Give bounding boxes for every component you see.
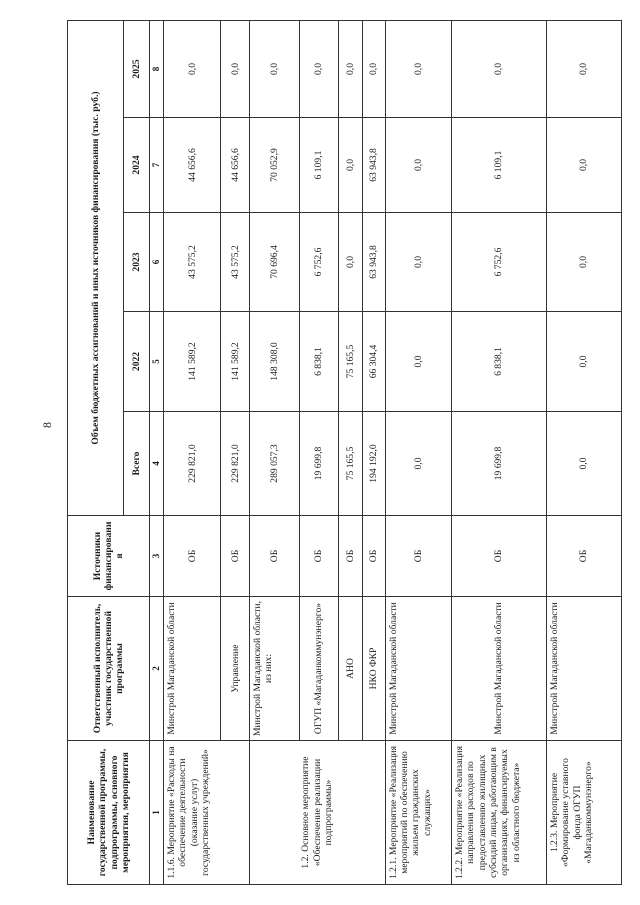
row-2025: 0,0 (451, 20, 546, 117)
row-2024: 63 943,8 (362, 118, 385, 213)
row-2025: 0,0 (339, 20, 362, 117)
row-2024: 6 109,1 (451, 118, 546, 213)
col-number-1: 1 (150, 741, 164, 885)
col-number-4: 4 (150, 412, 164, 516)
row-source: ОБ (385, 516, 451, 597)
row-2025: 0,0 (546, 20, 621, 117)
row-2023: 0,0 (339, 213, 362, 312)
row-2023: 0,0 (385, 213, 451, 312)
row-2024: 0,0 (385, 118, 451, 213)
header-name: Наименование государственной программы, подпрограммы, основного мероприятия, мероприятия (68, 741, 150, 885)
row-2024: 0,0 (339, 118, 362, 213)
row-source: ОБ (221, 516, 250, 597)
row-2023: 6 752,6 (451, 213, 546, 312)
header-responsible: Ответственный исполнитель, участник государственной программы (68, 597, 150, 741)
row-responsible: АНО (339, 597, 362, 741)
row-2022: 141 589,2 (164, 312, 221, 412)
row-2025: 0,0 (299, 20, 339, 117)
col-number-7: 7 (150, 118, 164, 213)
row-total: 0,0 (385, 412, 451, 516)
row-source: ОБ (299, 516, 339, 597)
header-total: Всего (124, 412, 150, 516)
table-row (164, 20, 221, 884)
row-responsible: ОГУП «Магаданкоммунэнерго» (299, 597, 339, 741)
row-responsible: Минстрой Магаданской области, из них: (250, 597, 300, 741)
row-2024: 70 052,9 (250, 118, 300, 213)
row-responsible: Минстрой Магаданской области (164, 597, 221, 741)
header-source: Источники финансирования (68, 516, 150, 597)
row-2025: 0,0 (250, 20, 300, 117)
row-2022: 141 589,2 (221, 312, 250, 412)
row-2022: 75 165,5 (339, 312, 362, 412)
row-source: ОБ (451, 516, 546, 597)
row-2023: 63 943,8 (362, 213, 385, 312)
row-2024: 6 109,1 (299, 118, 339, 213)
row-2022: 148 308,0 (250, 312, 300, 412)
row-responsible: Минстрой Магаданской области (546, 597, 621, 741)
row-2022: 6 838,1 (451, 312, 546, 412)
row-source: ОБ (362, 516, 385, 597)
row-responsible: Минстрой Магаданской области (385, 597, 451, 741)
row-total: 19 699,8 (451, 412, 546, 516)
row-total: 289 057,3 (250, 412, 300, 516)
row-2025: 0,0 (221, 20, 250, 117)
table-row (250, 20, 300, 884)
col-number-2: 2 (150, 597, 164, 741)
row-2025: 0,0 (362, 20, 385, 117)
header-year-2022: 2022 (124, 312, 150, 412)
row-2024: 44 656,6 (221, 118, 250, 213)
row-name: 1.2.2. Мероприятие «Реализация направления расходов по предоставлению жилищных субсидий лицам, работающим в организациях, финансируемых из областного бюджета» (451, 741, 546, 885)
row-2023: 43 575,2 (221, 213, 250, 312)
col-number-3: 3 (150, 516, 164, 597)
row-name: 1.1.6. Мероприятие «Расходы на обеспечение деятельности (оказание услуг) государственных учреждений» (164, 741, 250, 885)
row-name: 1.2.1. Мероприятие «Реализация мероприятий по обеспечению жильем гражданских служащих» (385, 741, 451, 885)
table-row (385, 20, 451, 884)
row-2025: 0,0 (164, 20, 221, 117)
row-responsible: НКО ФКР (362, 597, 385, 741)
row-total: 19 699,8 (299, 412, 339, 516)
col-number-6: 6 (150, 213, 164, 312)
row-2022: 66 304,4 (362, 312, 385, 412)
col-number-5: 5 (150, 312, 164, 412)
row-responsible: Управление (221, 597, 250, 741)
row-2022: 0,0 (385, 312, 451, 412)
row-source: ОБ (339, 516, 362, 597)
row-total: 229 821,0 (164, 412, 221, 516)
financing-table (67, 20, 622, 885)
row-source: ОБ (546, 516, 621, 597)
row-source: ОБ (250, 516, 300, 597)
row-total: 229 821,0 (221, 412, 250, 516)
table-row (546, 20, 621, 884)
row-name: 1.2.3. Мероприятие «Формирование уставного фонда ОГУП «Магаданкоммунэнерго» (546, 741, 621, 885)
row-2023: 0,0 (546, 213, 621, 312)
row-total: 75 165,5 (339, 412, 362, 516)
row-responsible: Минстрой Магаданской области (451, 597, 546, 741)
row-2022: 6 838,1 (299, 312, 339, 412)
row-2023: 43 575,2 (164, 213, 221, 312)
row-2024: 0,0 (546, 118, 621, 213)
col-number-8: 8 (150, 20, 164, 117)
row-total: 0,0 (546, 412, 621, 516)
row-2023: 6 752,6 (299, 213, 339, 312)
table-row (451, 20, 546, 884)
row-name: 1.2. Основное мероприятие «Обеспечение реализации подпрограммы» (250, 741, 386, 885)
page-number: 8 (40, 422, 54, 428)
row-2025: 0,0 (385, 20, 451, 117)
row-2023: 70 696,4 (250, 213, 300, 312)
row-2024: 44 656,6 (164, 118, 221, 213)
row-total: 194 192,0 (362, 412, 385, 516)
header-year-2025: 2025 (124, 20, 150, 117)
header-year-2023: 2023 (124, 213, 150, 312)
row-2022: 0,0 (546, 312, 621, 412)
row-source: ОБ (164, 516, 221, 597)
header-year-2024: 2024 (124, 118, 150, 213)
header-volume: Объем бюджетных ассигнований и иных источников финансирования (тыс. руб.) (68, 20, 124, 515)
